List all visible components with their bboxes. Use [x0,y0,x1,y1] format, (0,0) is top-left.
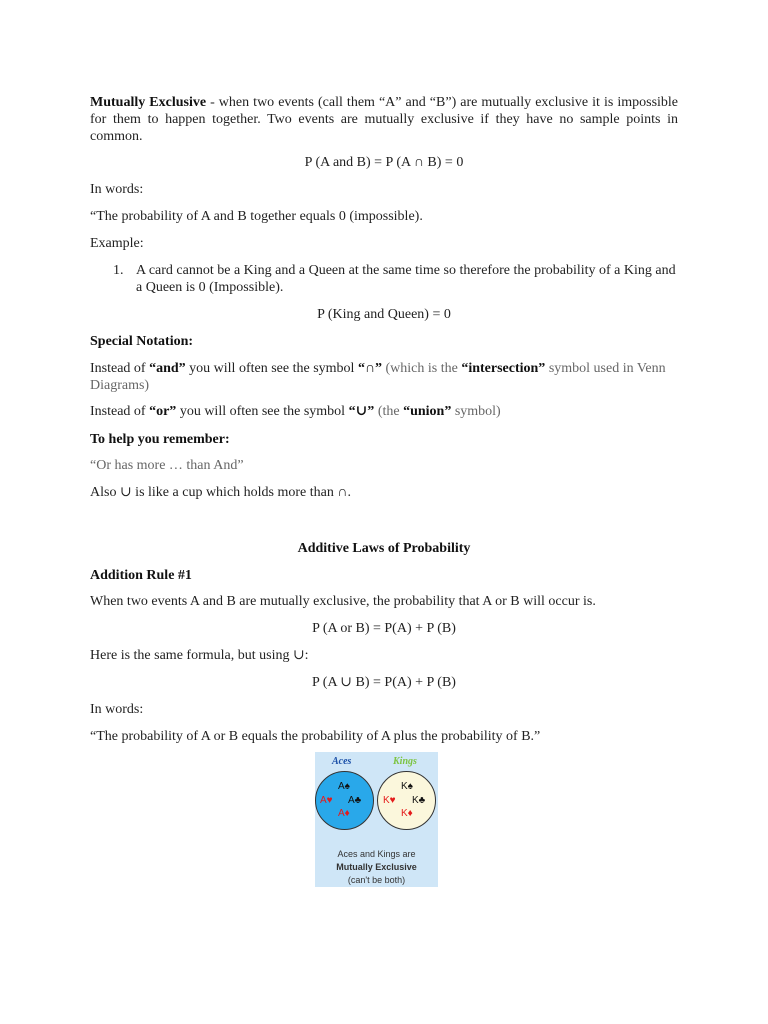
and-word: “and” [149,361,186,376]
kings-label: Kings [393,756,417,767]
mutex-in-words-label: In words: [90,182,144,197]
ace-of-clubs: A♣ [348,795,362,806]
aces-label: Aces [332,756,352,767]
intersection-symbol: “∩” [357,361,382,376]
mutex-definition-text: - when two events (call them “A” and “B”) are mutually exclusive it is impossible for them to happen together. Two events are mutually exclusive if they have no sample points in common. [90,95,679,144]
and-paren-b: symbol used in Venn Diagrams) [90,361,666,393]
addition-formula-1: P (A or B) = P(A) + P (B) [312,621,456,636]
ace-of-hearts: A♥ [320,795,333,806]
additive-in-words-text: “The probability of A or B equals the probability of A plus the probability of B.” [90,729,541,744]
venn-caption-line-2: Mutually Exclusive [336,862,417,872]
example-text: A card cannot be a King and a Queen at the same time so therefore the probability of a King and a Queen is 0 (Impossible). [136,263,676,295]
or-notation-line [90,403,678,420]
addition-rule-text: When two events A and B are mutually exclusive, the probability that A or B will occur is. [90,594,596,609]
remember-quote: “Or has more … than And” [90,458,244,473]
and-pre: Instead of [90,361,150,376]
mutex-definition [90,94,678,145]
or-word: “or” [149,404,177,419]
and-notation-line [90,360,678,394]
example-label: Example: [90,236,144,251]
mutex-term: Mutually Exclusive [90,95,207,110]
additive-title: Additive Laws of Probability [297,541,471,556]
cup-text: Also ∪ is like a cup which holds more than ∩. [90,485,351,500]
king-of-clubs: K♣ [412,795,426,806]
venn-caption [315,848,438,887]
same-formula-text: Here is the same formula, but using ∪: [90,648,309,663]
venn-caption-line-1: Aces and Kings are [337,849,416,859]
example-formula: P (King and Queen) = 0 [317,307,451,322]
special-notation-heading: Special Notation: [90,334,194,349]
or-pre: Instead of [90,404,150,419]
intersection-word: “intersection” [461,361,546,376]
remember-heading: To help you remember: [90,432,230,447]
venn-diagram-aces-kings [315,752,438,887]
ace-of-diamonds: A♦ [338,808,350,819]
additive-in-words-label: In words: [90,702,144,717]
venn-caption-line-3: (can't be both) [347,875,406,885]
king-of-spades: K♠ [401,781,413,792]
addition-formula-2: P (A ∪ B) = P(A) + P (B) [312,675,456,690]
and-paren-a: (which is the [382,361,462,376]
king-of-hearts: K♥ [383,795,396,806]
or-paren-b: symbol) [451,404,501,419]
mutex-in-words-text: “The probability of A and B together equals 0 (impossible). [90,209,423,224]
and-mid: you will often see the symbol [185,361,358,376]
union-word: “union” [403,404,452,419]
union-symbol: “∪” [348,404,375,419]
or-paren-a: (the [374,404,404,419]
addition-rule-heading: Addition Rule #1 [90,568,192,583]
example-number: 1. [113,263,124,278]
king-of-diamonds: K♦ [401,808,413,819]
mutex-formula: P (A and B) = P (A ∩ B) = 0 [304,155,464,170]
ace-of-spades: A♠ [338,781,350,792]
or-mid: you will often see the symbol [176,404,349,419]
